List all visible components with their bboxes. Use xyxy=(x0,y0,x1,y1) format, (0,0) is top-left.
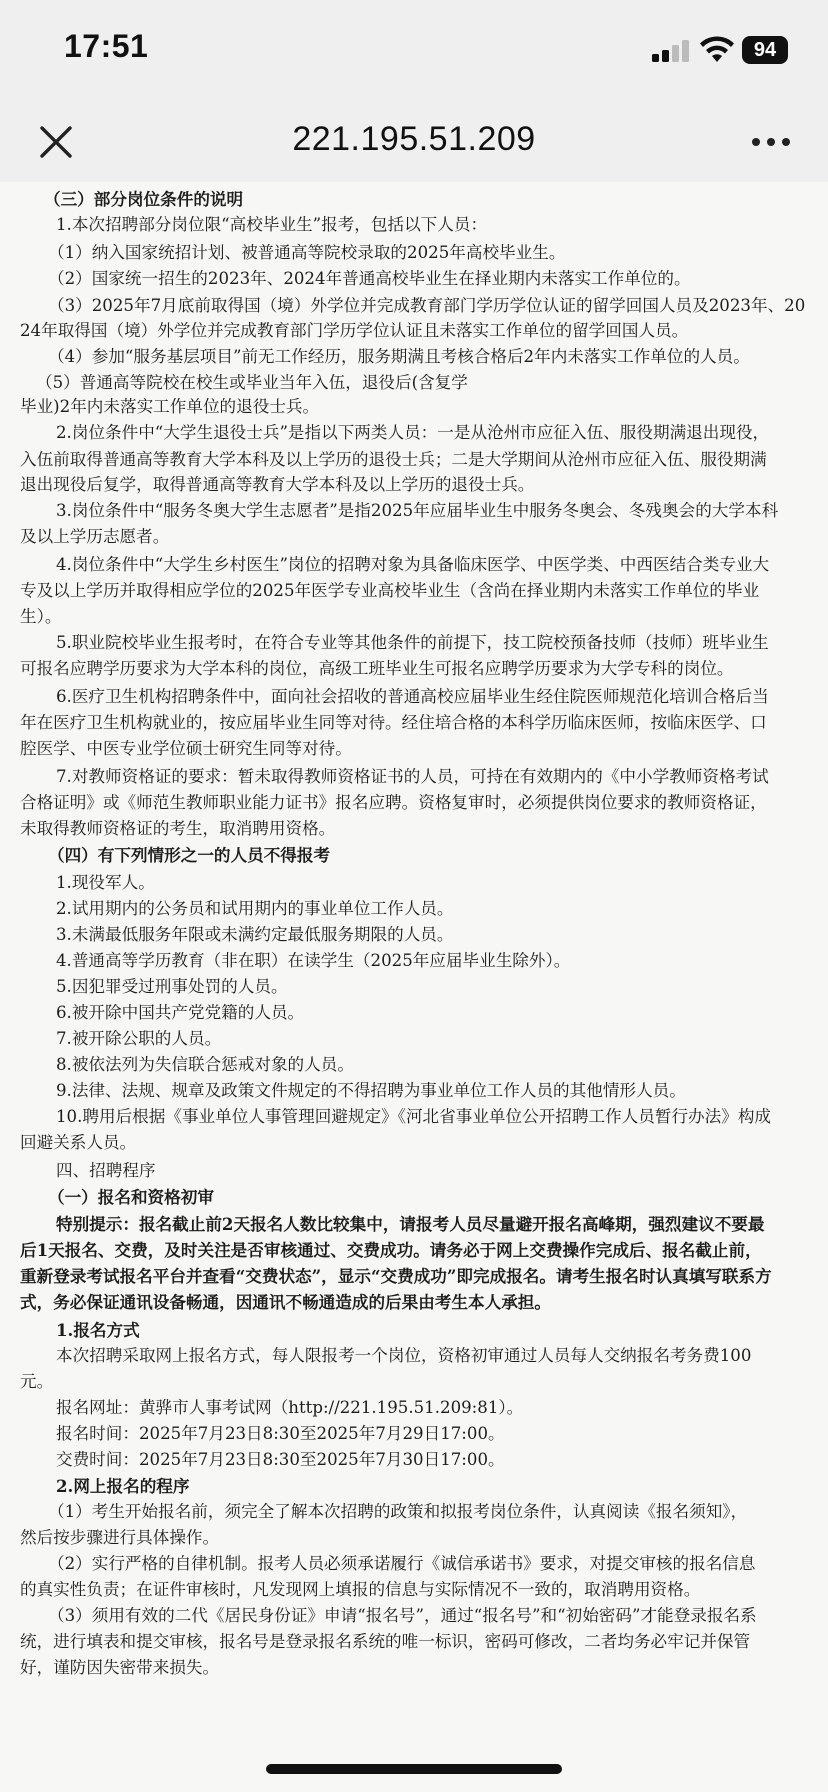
text-line: 四、招聘程序 xyxy=(56,1161,156,1180)
text-line: （1）纳入国家统招计划、被普通高等院校录取的2025年高校毕业生。 xyxy=(48,243,566,262)
text-line: 1.现役军人。 xyxy=(56,873,155,892)
text-line: （2）国家统一招生的2023年、2024年普通高校毕业生在择业期内未落实工作单位的。 xyxy=(48,269,691,288)
text-line: 好，谨防因失密带来损失。 xyxy=(20,1658,220,1677)
home-indicator xyxy=(266,1764,562,1774)
text-line: 合格证明》或《师范生教师职业能力证书》报名应聘。资格复审时，必须提供岗位要求的教师资格证， xyxy=(20,793,767,812)
section-heading-line: （一）报名和资格初审 xyxy=(48,1187,214,1207)
text-line: 腔医学、中医专业学位硕士研究生同等对待。 xyxy=(20,739,352,758)
text-line: 生）。 xyxy=(20,607,62,626)
text-line: 4.岗位条件中“大学生乡村医生”岗位的招聘对象为具备临床医学、中医学类、中西医结合类专业大 xyxy=(56,555,770,574)
text-line: 2.试用期内的公务员和试用期内的事业单位工作人员。 xyxy=(56,899,454,918)
text-line: 5.因犯罪受过刑事处罚的人员。 xyxy=(56,977,288,996)
text-line: 6.医疗卫生机构招聘条件中，面向社会招收的普通高校应届毕业生经住院医师规范化培训合格后当 xyxy=(56,687,769,706)
text-line: 回避关系人员。 xyxy=(20,1133,137,1152)
text-line: 24年取得国（境）外学位并完成教育部门学历学位认证且未落实工作单位的留学回国人员。 xyxy=(20,321,689,340)
text-line: 及以上学历志愿者。 xyxy=(20,527,170,546)
text-line: 2.岗位条件中“大学生退役士兵”是指以下两类人员：一是从沧州市应征入伍、服役期满退出现役， xyxy=(56,423,770,442)
text-line: （3）须用有效的二代《居民身份证》申请“报名号”，通过“报名号”和“初始密码”才能登录报名系 xyxy=(48,1606,757,1625)
section-heading-line: 后1天报名、交费，及时关注是否审核通过、交费成功。请务必于网上交费操作完成后、报名截止前， xyxy=(20,1240,762,1260)
text-line: 本次招聘采取网上报名方式，每人限报考一个岗位，资格初审通过人员每人交纳报名考务费100 xyxy=(56,1346,752,1365)
section-heading-line: 式，务必保证通讯设备畅通，因通讯不畅通造成的后果由考生本人承担。 xyxy=(20,1292,551,1312)
battery-level: 94 xyxy=(753,39,777,61)
section-heading-line: 2.网上报名的程序 xyxy=(56,1476,190,1496)
text-line: （1）考生开始报名前，须完全了解本次招聘的政策和拟报考岗位条件，认真阅读《报名须知》， xyxy=(48,1502,748,1521)
text-line: 毕业)2年内未落实工作单位的退役士兵。 xyxy=(20,397,320,416)
text-line: 3.岗位条件中“服务冬奥大学生志愿者”是指2025年应届毕业生中服务冬奥会、冬残奥会的大学本科 xyxy=(56,501,779,520)
text-line: 6.被开除中国共产党党籍的人员。 xyxy=(56,1003,305,1022)
section-heading-line: 1.报名方式 xyxy=(56,1320,140,1340)
section-heading-line: （三）部分岗位条件的说明 xyxy=(44,189,244,209)
text-line: 4.普通高等学历教育（非在职）在读学生（2025年应届毕业生除外）。 xyxy=(56,951,571,970)
text-line: 报名时间：2025年7月23日8:30至2025年7月29日17:00。 xyxy=(56,1424,505,1443)
text-line: （3）2025年7月底前取得国（境）外学位并完成教育部门学历学位认证的留学回国人员及2023年、20 xyxy=(48,296,806,315)
text-line: 10.聘用后根据《事业单位人事管理回避规定》《河北省事业单位公开招聘工作人员暂行办法》构成 xyxy=(56,1107,772,1126)
text-line: 可报名应聘学历要求为大学本科的岗位，高级工班毕业生可报名应聘学历要求为大学专科的岗位。 xyxy=(20,659,734,678)
text-line: 9.法律、法规、规章及政策文件规定的不得招聘为事业单位工作人员的其他情形人员。 xyxy=(56,1081,686,1100)
text-line: （4）参加“服务基层项目”前无工作经历，服务期满且考核合格后2年内未落实工作单位的人员。 xyxy=(48,347,750,366)
status-time: 17:51 xyxy=(64,28,149,64)
text-line: 年在医疗卫生机构就业的，按应届毕业生同等对待。经住培合格的本科学历临床医师，按临床医学、口 xyxy=(20,713,767,732)
text-line: 专及以上学历并取得相应学位的2025年医学专业高校毕业生（含尚在择业期内未落实工作单位的毕业 xyxy=(20,581,760,600)
text-line: 5.职业院校毕业生报考时，在符合专业等其他条件的前提下，技工院校预备技师（技师）班毕业生 xyxy=(56,633,769,652)
document-page xyxy=(0,182,828,1792)
cellular-signal-icon xyxy=(652,40,690,62)
text-line: 报名网址：黄骅市人事考试网（http://221.195.51.209:81）。 xyxy=(56,1398,524,1417)
text-line: 7.对教师资格证的要求：暂未取得教师资格证书的人员，可持在有效期内的《中小学教师资格考试 xyxy=(56,767,769,786)
text-line: 3.未满最低服务年限或未满约定最低服务期限的人员。 xyxy=(56,925,454,944)
wifi-icon xyxy=(700,36,734,64)
section-heading-line: （四）有下列情形之一的人员不得报考 xyxy=(48,845,331,865)
text-line: 统，进行填表和提交审核，报名号是登录报名系统的唯一标识，密码可修改，二者均务必牢记并保管 xyxy=(20,1632,751,1651)
text-line: 交费时间：2025年7月23日8:30至2025年7月30日17:00。 xyxy=(56,1450,505,1469)
text-line: 8.被依法列为失信联合惩戒对象的人员。 xyxy=(56,1055,354,1074)
text-line: 7.被开除公职的人员。 xyxy=(56,1029,222,1048)
text-line: （2）实行严格的自律机制。报考人员必须承诺履行《诚信承诺书》要求，对提交审核的报名信息 xyxy=(48,1554,756,1573)
section-heading-line: 重新登录考试报名平台并查看“交费状态”，显示“交费成功”即完成报名。请考生报名时认真填写联系方 xyxy=(20,1266,772,1286)
text-line: 元。 xyxy=(20,1372,54,1391)
more-options-icon[interactable] xyxy=(752,138,792,148)
text-line: 未取得教师资格证的考生，取消聘用资格。 xyxy=(20,819,336,838)
text-line: 退出现役后复学，取得普通高等教育大学本科及以上学历的退役士兵。 xyxy=(20,475,535,494)
status-bar xyxy=(0,0,828,100)
text-line: 入伍前取得普通高等教育大学本科及以上学历的退役士兵；二是大学期间从沧州市应征入伍、服役期满 xyxy=(20,450,767,469)
text-line: 1.本次招聘部分岗位限“高校毕业生”报考，包括以下人员： xyxy=(56,215,488,234)
battery-icon xyxy=(742,36,788,64)
text-line: 的真实性负责；在证件审核时，凡发现网上填报的信息与实际情况不一致的，取消聘用资格。 xyxy=(20,1580,701,1599)
url-display[interactable]: 221.195.51.209 xyxy=(292,120,536,158)
text-line: 然后按步骤进行具体操作。 xyxy=(20,1528,220,1547)
section-heading-line: 特别提示：报名截止前2天报名人数比较集中，请报考人员尽量避开报名高峰期，强烈建议不要最 xyxy=(56,1214,765,1234)
text-line: （5）普通高等院校在校生或毕业当年入伍，退役后(含复学 xyxy=(36,373,468,392)
